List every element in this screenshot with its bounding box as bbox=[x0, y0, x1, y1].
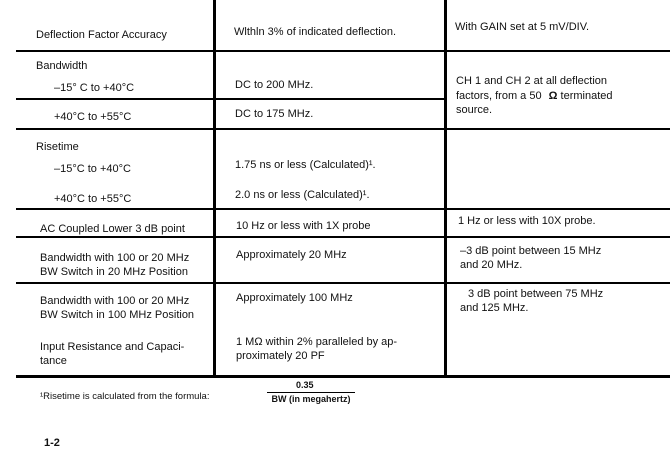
conditions-deflection-factor: With GAIN set at 5 mV/DIV. bbox=[455, 21, 590, 33]
bandwidth-performance-2: DC to 175 MHz. bbox=[235, 108, 314, 120]
row-divider bbox=[16, 282, 670, 284]
row-divider bbox=[16, 236, 670, 238]
conditions-bw-100mhz-line-2: and 125 MHz. bbox=[460, 302, 529, 314]
conditions-bw-20mhz-line-1: –3 dB point between 15 MHz bbox=[460, 245, 602, 257]
bandwidth-temp-range-1: –15° C to +40°C bbox=[54, 82, 135, 94]
ohm-symbol: Ω bbox=[548, 90, 558, 102]
row-divider bbox=[16, 50, 670, 52]
characteristic-input-resistance-line-1: Input Resistance and Capaci- bbox=[40, 341, 185, 353]
characteristic-bandwidth: Bandwidth bbox=[36, 60, 88, 72]
risetime-temp-range-2: +40°C to +55°C bbox=[54, 193, 132, 205]
performance-deflection-factor: Wlthln 3% of indicated deflection. bbox=[234, 26, 397, 38]
characteristic-bw-100mhz-line-1: Bandwidth with 100 or 20 MHz bbox=[40, 295, 190, 307]
characteristic-bw-100mhz-line-2: BW Switch in 100 MHz Position bbox=[40, 309, 195, 321]
bandwidth-temp-range-2: +40°C to +55°C bbox=[54, 111, 132, 123]
risetime-temp-range-1: –15°C to +40°C bbox=[54, 163, 131, 175]
risetime-performance-2: 2.0 ns or less (Calculated)¹. bbox=[235, 189, 370, 201]
performance-input-resistance-line-1: 1 MΩ within 2% paralleled by ap- bbox=[236, 336, 398, 348]
formula-denominator: BW (in megahertz) bbox=[267, 392, 355, 404]
bandwidth-conditions-line-2: factors, from a 50 Ω terminated bbox=[456, 90, 613, 102]
characteristic-risetime: Risetime bbox=[36, 141, 79, 153]
performance-bw-100mhz: Approximately 100 MHz bbox=[236, 292, 353, 304]
bandwidth-performance-1: DC to 200 MHz. bbox=[235, 79, 314, 91]
characteristic-bw-20mhz-line-1: Bandwidth with 100 or 20 MHz bbox=[40, 252, 190, 264]
characteristic-ac-coupled: AC Coupled Lower 3 dB point bbox=[40, 223, 185, 235]
conditions-bw-20mhz-line-2: and 20 MHz. bbox=[460, 259, 523, 271]
table-bottom-rule bbox=[16, 375, 670, 378]
characteristic-deflection-factor: Deflection Factor Accuracy bbox=[36, 29, 167, 41]
formula-numerator: 0.35 bbox=[296, 380, 314, 390]
risetime-performance-1: 1.75 ns or less (Calculated)¹. bbox=[235, 159, 376, 171]
performance-bw-20mhz: Approximately 20 MHz bbox=[236, 249, 347, 261]
row-divider bbox=[16, 98, 446, 100]
characteristic-bw-20mhz-line-2: BW Switch in 20 MHz Position bbox=[40, 266, 188, 278]
footnote-text: ¹Risetime is calculated from the formula: bbox=[40, 391, 210, 402]
column-divider-right bbox=[444, 0, 447, 377]
conditions-ac-coupled: 1 Hz or less with 10X probe. bbox=[458, 215, 596, 227]
bandwidth-conditions-line-1: CH 1 and CH 2 at all deflection bbox=[456, 75, 608, 87]
performance-input-resistance-line-2: proximately 20 PF bbox=[236, 350, 325, 362]
row-divider bbox=[16, 208, 670, 210]
bandwidth-conditions-line-3: source. bbox=[456, 104, 493, 116]
row-divider bbox=[16, 128, 670, 130]
conditions-bw-100mhz-line-1: 3 dB point between 75 MHz bbox=[468, 288, 604, 300]
characteristic-input-resistance-line-2: tance bbox=[40, 355, 67, 367]
performance-ac-coupled: 10 Hz or less with 1X probe bbox=[236, 220, 371, 232]
page-number: 1-2 bbox=[44, 437, 60, 449]
column-divider-left bbox=[213, 0, 216, 377]
